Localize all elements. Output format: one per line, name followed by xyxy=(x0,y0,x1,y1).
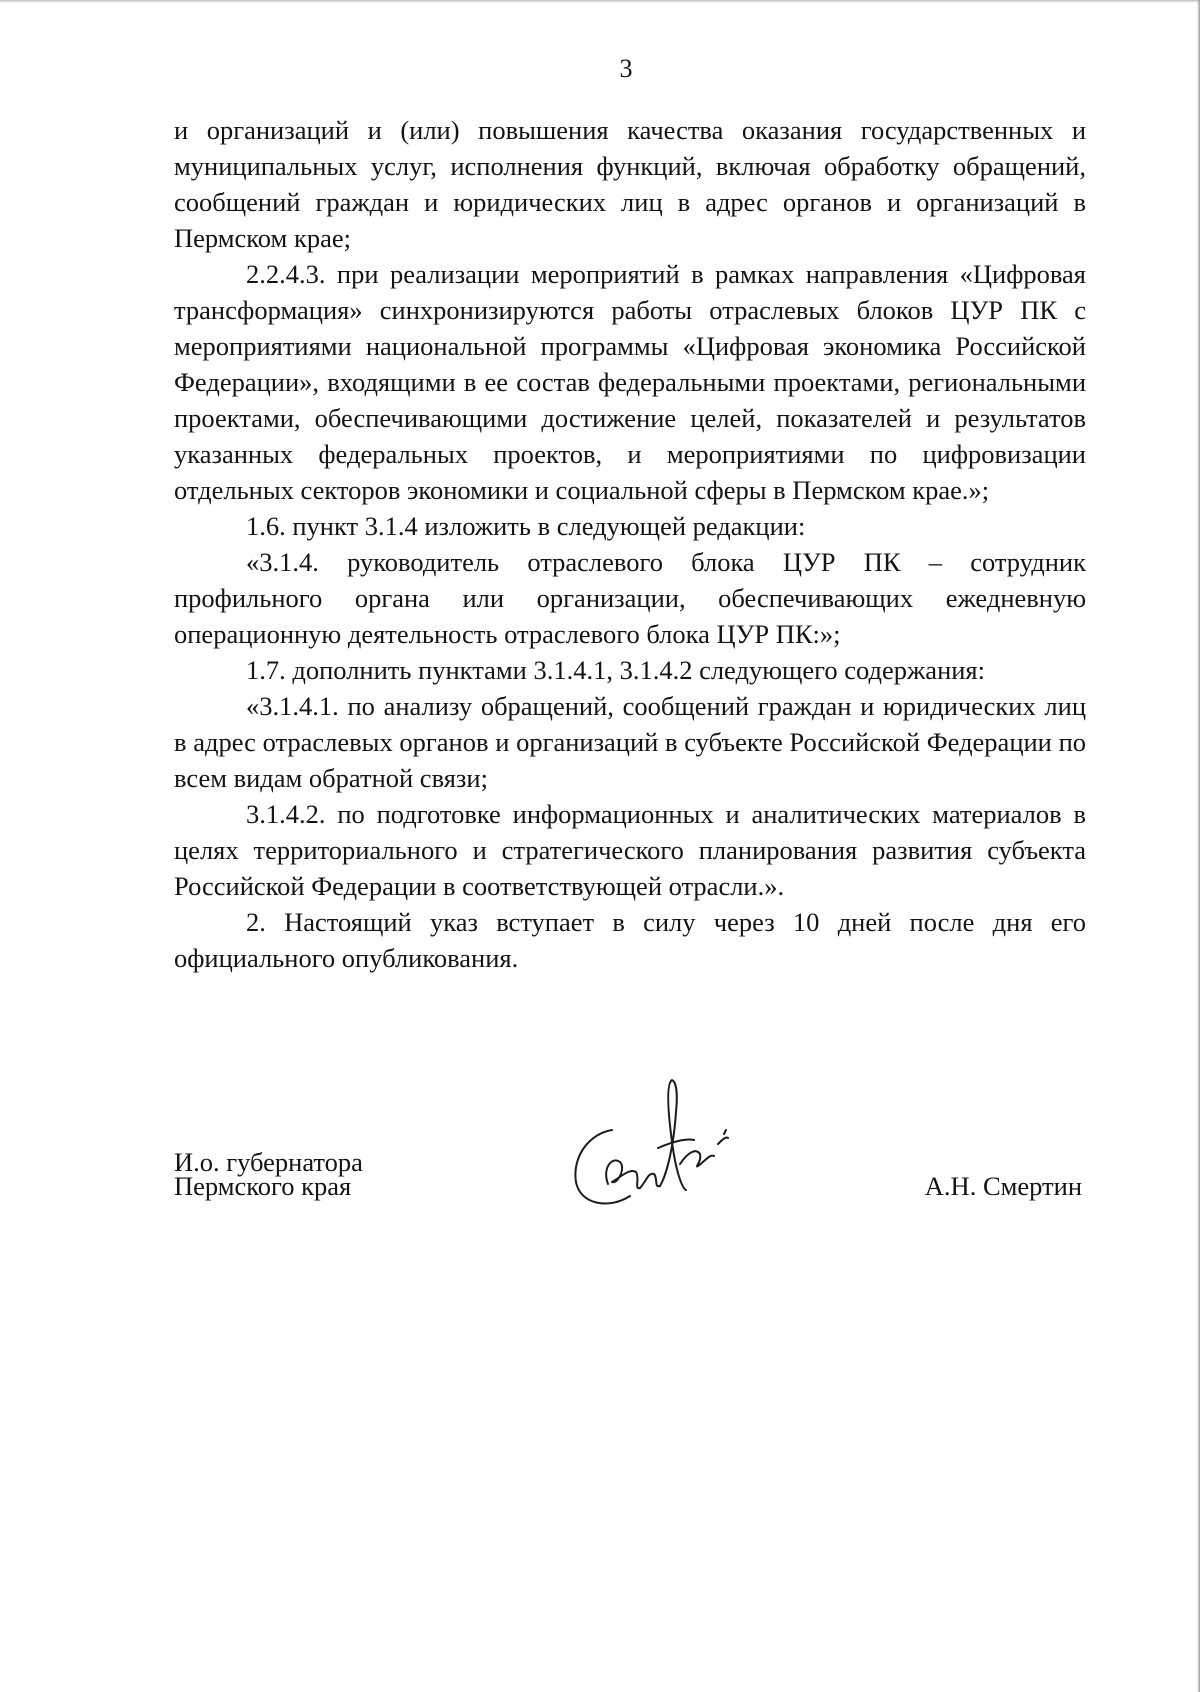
paragraph-2-2-4-3: 2.2.4.3. при реализации мероприятий в рамках направления «Цифровая трансформация» синхронизируются работы отраслевых блоков ЦУР ПК с мероприятиями национальной программы «Цифровая экономика Российской Федерации», входящими в ее состав федеральными проектами, региональными проектами, обеспечивающими достижение целей, показателей и результатов указанных федеральных проектов, и мероприятиями по цифровизации отдельных секторов экономики и социальной сферы в Пермском крае.»; xyxy=(174,259,1086,505)
signatory-title xyxy=(174,1147,363,1201)
paragraph-1-7: 1.7. дополнить пунктами 3.1.4.1, 3.1.4.2 следующего содержания: xyxy=(246,655,985,685)
page-number: 3 xyxy=(619,54,633,83)
paragraph-1-6: 1.6. пункт 3.1.4 изложить в следующей редакции: xyxy=(246,511,806,541)
paragraph-3-1-4-2: 3.1.4.2. по подготовке информационных и аналитических материалов в целях территориального и стратегического планирования развития субъекта Российской Федерации в соответствующей отрасли.». xyxy=(174,799,1086,901)
signatory-title-line-1: И.о. губернатора xyxy=(174,1147,363,1177)
paragraph-continuation: и организаций и (или) повышения качества оказания государственных и муниципальных услуг, исполнения функций, включая обработку обращений, сообщений граждан и юридических лиц в адрес органов и организаций в Пермском крае; xyxy=(174,115,1086,253)
paragraph-3-1-4-1: «3.1.4.1. по анализу обращений, сообщений граждан и юридических лиц в адрес отраслевых органов и организаций в субъекте Российской Федерации по всем видам обратной связи; xyxy=(174,691,1086,793)
signatory-title-line-2: Пермского края xyxy=(174,1171,352,1201)
handwritten-signature xyxy=(568,1072,758,1222)
paragraph-3-1-4: «3.1.4. руководитель отраслевого блока ЦУР ПК – сотрудник профильного органа или организации, обеспечивающих ежедневную операционную деятельность отраслевого блока ЦУР ПК:»; xyxy=(174,547,1086,649)
paragraph-2-effective-date: 2. Настоящий указ вступает в силу через 10 дней после дня его официального опубликования. xyxy=(174,907,1086,973)
document-body xyxy=(174,112,1086,976)
signatory-name: А.Н. Смертин xyxy=(924,1171,1082,1201)
scan-edge-top xyxy=(0,0,1200,3)
